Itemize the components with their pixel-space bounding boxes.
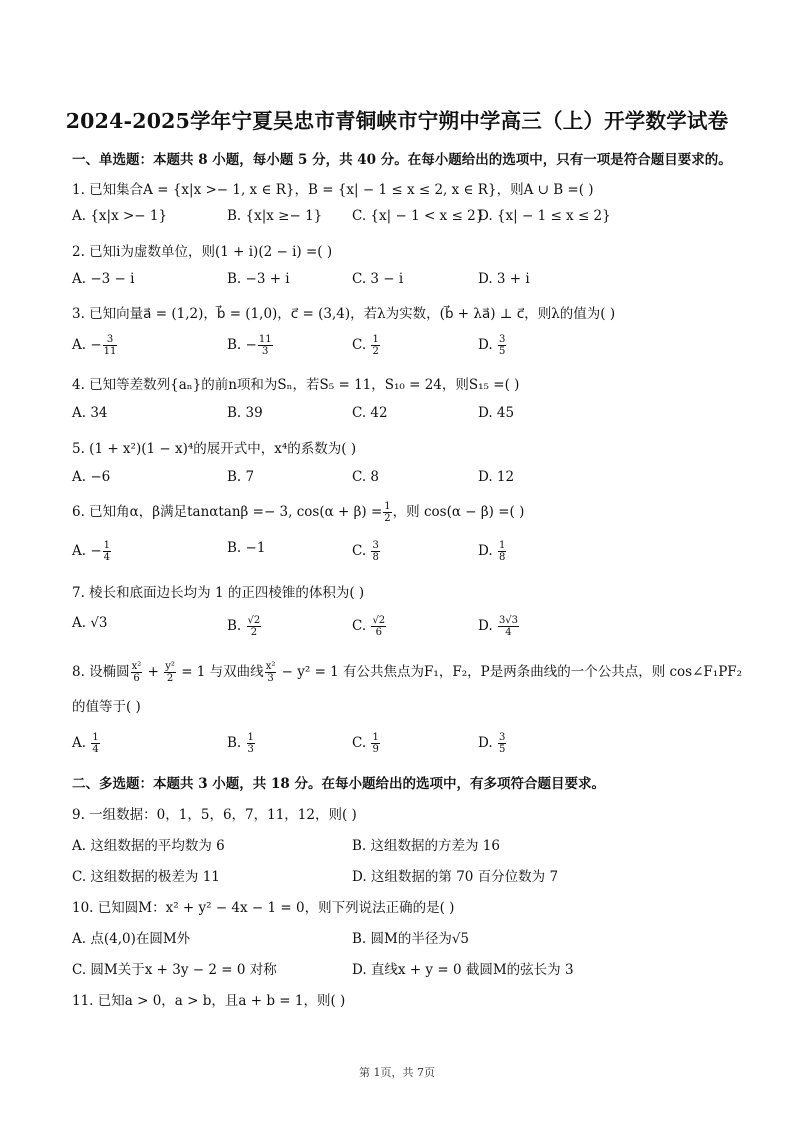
option-b: B. 39 bbox=[227, 405, 263, 421]
option-d: D. 这组数据的第 70 百分位数为 7 bbox=[352, 869, 559, 885]
question-5-options bbox=[72, 469, 732, 491]
page-title: 2024-2025学年宁夏吴忠市青铜峡市宁朔中学高三（上）开学数学试卷 bbox=[65, 109, 729, 133]
option-d: D. 直线x + y = 0 截圆M的弦长为 3 bbox=[352, 962, 574, 978]
option-c: C. $\frac{√2}{6}$ bbox=[352, 615, 386, 638]
option-b: B. $\frac{√2}{2}$ bbox=[227, 615, 261, 638]
question-3-options bbox=[72, 334, 732, 356]
option-a: A. {x|x >− 1} bbox=[72, 208, 168, 224]
page-footer: 第 1页，共 7页 bbox=[359, 1066, 435, 1079]
option-d: D. $\frac{3√3}{4}$ bbox=[478, 615, 519, 638]
option-b: B. 7 bbox=[227, 469, 255, 485]
option-a: A. −6 bbox=[72, 469, 111, 485]
option-b: B. $\frac{1}{3}$ bbox=[227, 732, 254, 755]
question-4: 4. 已知等差数列{aₙ}的前n项和为Sₙ，若S₅ = 11，S₁₀ = 24，则S₁₅ =( ) bbox=[72, 377, 520, 393]
option-b: B. 圆M的半径为√5 bbox=[352, 931, 470, 947]
option-c: C. 3 − i bbox=[352, 271, 404, 287]
option-d: D. $\frac{3}{5}$ bbox=[478, 334, 506, 357]
option-a: A. √3 bbox=[72, 615, 108, 631]
option-b: B. −1 bbox=[227, 540, 266, 556]
option-c: C. 圆M关于x + 3y − 2 = 0 对称 bbox=[72, 962, 277, 978]
option-d: D. {x| − 1 ≤ x ≤ 2} bbox=[478, 208, 611, 224]
question-9-options-row2 bbox=[72, 865, 732, 887]
question-9-options-row1 bbox=[72, 834, 732, 856]
question-11: 11. 已知a > 0，a > b，且a + b = 1，则( ) bbox=[72, 993, 346, 1009]
question-9: 9. 一组数据：0，1，5，6，7，11，12，则( ) bbox=[72, 807, 357, 823]
option-c: C. 这组数据的极差为 11 bbox=[72, 869, 220, 885]
question-1-options bbox=[72, 208, 732, 230]
option-b: B. 这组数据的方差为 16 bbox=[352, 838, 500, 854]
section-single-choice: 一、单选题：本题共 8 小题，每小题 5 分，共 40 分。在每小题给出的选项中，只有一项是符合题目要求的。 bbox=[72, 152, 732, 168]
question-3: 3. 已知向量a⃗ = (1,2)，b⃗ = (1,0)，c⃗ = (3,4)，若λ为实数，(b⃗ + λa⃗) ⊥ c⃗，则λ的值为( ) bbox=[72, 306, 616, 322]
question-7-options bbox=[72, 615, 732, 637]
option-d: D. 45 bbox=[478, 405, 515, 421]
question-6: 6. 已知角α，β满足tanαtanβ =− 3, cos(α + β) = $\frac{1}{2}$ ，则 cos(α − β) =( ) bbox=[72, 501, 525, 524]
option-a: A. − $\frac{3}{11}$ bbox=[72, 334, 117, 357]
option-d: D. 12 bbox=[478, 469, 515, 485]
option-c: C. 42 bbox=[352, 405, 388, 421]
option-c: C. $\frac{1}{2}$ bbox=[352, 334, 379, 357]
option-d: D. $\frac{3}{5}$ bbox=[478, 732, 506, 755]
question-1: 1. 已知集合A = {x|x >− 1, x ∈ R}，B = {x| − 1 ≤ x ≤ 2, x ∈ R}，则A ∪ B =( ) bbox=[72, 182, 594, 198]
option-b: B. {x|x ≥− 1} bbox=[227, 208, 323, 224]
option-c: C. {x| − 1 < x ≤ 2} bbox=[352, 208, 485, 224]
option-c: C. $\frac{1}{9}$ bbox=[352, 732, 379, 755]
question-10-options-row1 bbox=[72, 927, 732, 949]
question-2-options bbox=[72, 271, 732, 293]
option-b: B. − $\frac{11}{3}$ bbox=[227, 334, 272, 357]
question-10-options-row2 bbox=[72, 958, 732, 980]
option-a: A. − $\frac{1}{4}$ bbox=[72, 540, 111, 563]
option-a: A. 点(4,0)在圆M外 bbox=[72, 931, 191, 947]
question-8-options bbox=[72, 732, 732, 754]
section-multiple-choice: 二、多选题：本题共 3 小题，共 18 分。在每小题给出的选项中，有多项符合题目要求。 bbox=[72, 776, 605, 792]
question-2: 2. 已知i为虚数单位，则(1 + i)(2 − i) =( ) bbox=[72, 244, 333, 260]
question-4-options bbox=[72, 405, 732, 427]
question-7: 7. 棱长和底面边长均为 1 的正四棱锥的体积为( ) bbox=[72, 585, 365, 601]
question-8-continued: 的值等于( ) bbox=[72, 699, 141, 715]
option-d: D. $\frac{1}{8}$ bbox=[478, 540, 506, 563]
question-6-options bbox=[72, 540, 732, 562]
question-5: 5. (1 + x²)(1 − x)⁴的展开式中，x⁴的系数为( ) bbox=[72, 441, 357, 457]
option-c: C. $\frac{3}{8}$ bbox=[352, 540, 379, 563]
option-d: D. 3 + i bbox=[478, 271, 530, 287]
option-a: A. −3 − i bbox=[72, 271, 135, 287]
option-a: A. 这组数据的平均数为 6 bbox=[72, 838, 225, 854]
option-a: A. 34 bbox=[72, 405, 108, 421]
option-a: A. $\frac{1}{4}$ bbox=[72, 732, 99, 755]
option-c: C. 8 bbox=[352, 469, 380, 485]
question-10: 10. 已知圆M：x² + y² − 4x − 1 = 0，则下列说法正确的是( ) bbox=[72, 900, 455, 916]
option-b: B. −3 + i bbox=[227, 271, 290, 287]
question-8: 8. 设椭圆 $\frac{\text{x²}}{6}$ + $\frac{\text{y²}}{2}$ = 1 与双曲线 $\frac{\text{x²}}{3}$ − y² = 1 有公共焦点为F₁，F₂，P是两条曲线的一个公共点，则 cos∠F₁PF₂ bbox=[72, 661, 743, 684]
